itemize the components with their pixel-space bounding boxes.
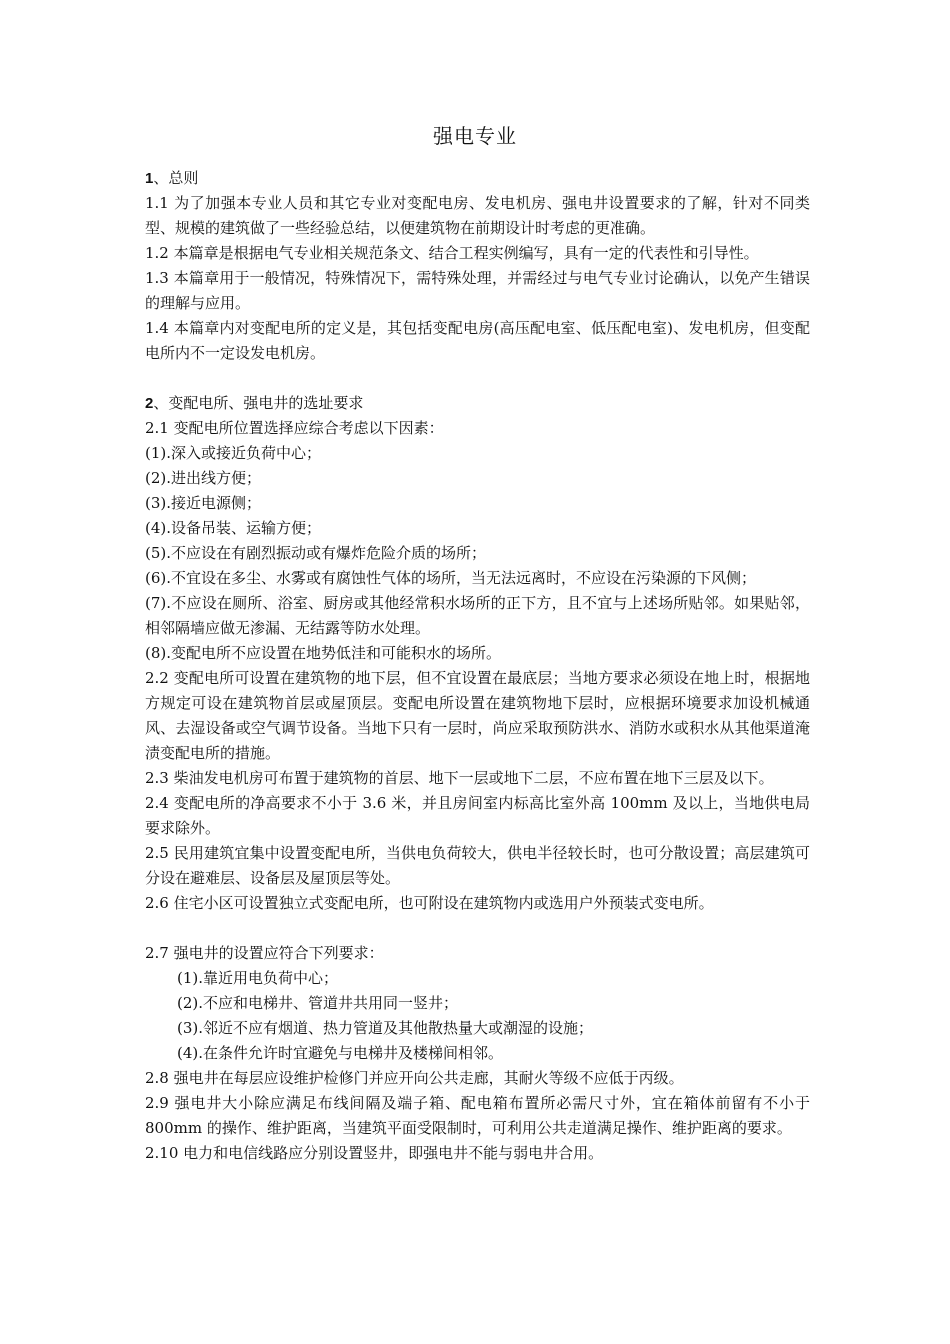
paragraph-2-4: 2.4 变配电所的净高要求不小于 3.6 米，并且房间室内标高比室外高 100mm 及以上，当地供电局要求除外。 [145, 794, 810, 837]
list-item: (2).进出线方便； [145, 469, 262, 487]
paragraph-2-2: 2.2 变配电所可设置在建筑物的地下层，但不宜设置在最底层；当地方要求必须设在地上时，根据地方规定可设在建筑物首层或屋顶层。变配电所设置在建筑物地下层时，应根据环境要求加设机械通风、去湿设备或空气调节设备。当地下只有一层时，尚应采取预防洪水、消防水或积水从其他渠道淹渍变配电所的措施。 [145, 669, 810, 762]
list-item: (1).靠近用电负荷中心； [177, 969, 339, 987]
section-2-heading [145, 391, 810, 416]
paragraph-1-3: 1.3 本篇章用于一般情况，特殊情况下，需特殊处理，并需经过与电气专业讨论确认，以免产生错误的理解与应用。 [145, 269, 810, 312]
list-item: (6).不宜设在多尘、水雾或有腐蚀性气体的场所，当无法远离时，不应设在污染源的下风侧； [145, 569, 757, 587]
paragraph-2-8: 2.8 强电井在每层应设维护检修门并应开向公共走廊，其耐火等级不应低于丙级。 [145, 1069, 684, 1087]
paragraph-2-10: 2.10 电力和电信线路应分别设置竖井，即强电井不能与弱电井合用。 [145, 1144, 604, 1162]
paragraph-2-9: 2.9 强电井大小除应满足布线间隔及端子箱、配电箱布置所必需尺寸外，宜在箱体前留有不小于 800mm 的操作、维护距离，当建筑平面受限制时，可利用公共走道满足操作、维护距离的要求。 [145, 1094, 810, 1137]
section-heading-text: 、变配电所、强电井的选址要求 [153, 394, 364, 412]
section-number: 1 [145, 170, 154, 187]
paragraph-1-4: 1.4 本篇章内对变配电所的定义是，其包括变配电房(高压配电室、低压配电室)、发电机房，但变配电所内不一定设发电机房。 [145, 319, 810, 362]
list-item: (4).在条件允许时宜避免与电梯井及楼梯间相邻。 [177, 1044, 504, 1062]
blank-line [145, 366, 810, 391]
section-1-heading [145, 166, 810, 191]
document-title: 强电专业 [433, 124, 517, 148]
paragraph-1-2: 1.2 本篇章是根据电气专业相关规范条文、结合工程实例编写，具有一定的代表性和引导性。 [145, 244, 759, 262]
document-body [145, 166, 810, 1166]
list-item: (1).深入或接近负荷中心； [145, 444, 322, 462]
paragraph-2-1: 2.1 变配电所位置选择应综合考虑以下因素： [145, 419, 444, 437]
list-item: (8).变配电所不应设置在地势低洼和可能积水的场所。 [145, 644, 502, 662]
list-item: (7).不应设在厕所、浴室、厨房或其他经常积水场所的正下方，且不宜与上述场所贴邻。如果贴邻，相邻隔墙应做无渗漏、无结露等防水处理。 [145, 594, 810, 637]
list-item: (3).接近电源侧； [145, 494, 262, 512]
list-item: (4).设备吊装、运输方便； [145, 519, 322, 537]
section-heading-text: 、总则 [153, 169, 199, 187]
paragraph-2-3: 2.3 柴油发电机房可布置于建筑物的首层、地下一层或地下二层，不应布置在地下三层及以下。 [145, 769, 774, 787]
blank-line [145, 916, 810, 941]
list-item: (3).邻近不应有烟道、热力管道及其他散热量大或潮湿的设施； [177, 1019, 594, 1037]
list-item: (5).不应设在有剧烈振动或有爆炸危险介质的场所； [145, 544, 487, 562]
paragraph-2-7: 2.7 强电井的设置应符合下列要求： [145, 944, 384, 962]
paragraph-1-1: 1.1 为了加强本专业人员和其它专业对变配电房、发电机房、强电井设置要求的了解，针对不同类型、规模的建筑做了一些经验总结，以便建筑物在前期设计时考虑的更准确。 [145, 194, 810, 237]
paragraph-2-6: 2.6 住宅小区可设置独立式变配电所，也可附设在建筑物内或选用户外预装式变电所。 [145, 894, 714, 912]
paragraph-2-5: 2.5 民用建筑宜集中设置变配电所，当供电负荷较大，供电半径较长时，也可分散设置；高层建筑可分设在避难层、设备层及屋顶层等处。 [145, 844, 810, 887]
list-item: (2).不应和电梯井、管道井共用同一竖井； [177, 994, 459, 1012]
section-number: 2 [145, 395, 154, 412]
